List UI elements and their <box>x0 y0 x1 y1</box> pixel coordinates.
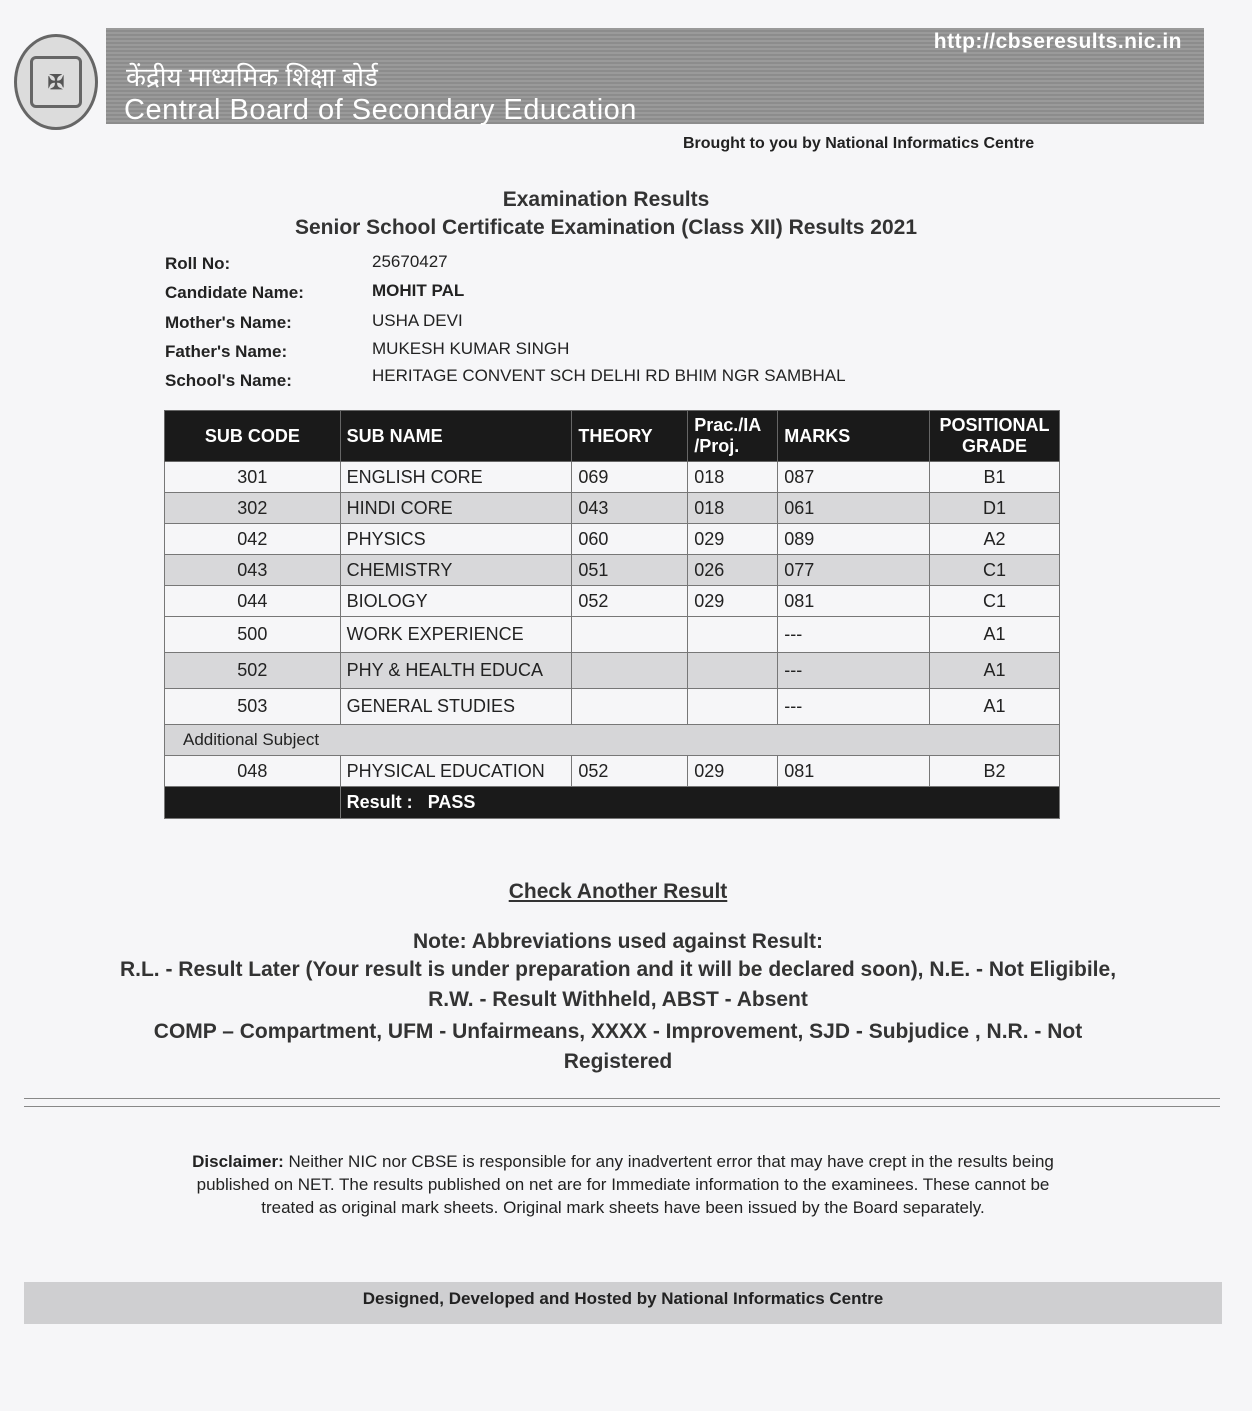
sub-name: CHEMISTRY <box>340 555 572 586</box>
sub-code: 500 <box>165 617 341 653</box>
positional-grade: B2 <box>929 756 1059 787</box>
header-sub-code: SUB CODE <box>165 411 341 462</box>
positional-grade: D1 <box>929 493 1059 524</box>
disclaimer <box>178 1150 1068 1219</box>
theory-marks: 052 <box>572 756 688 787</box>
check-another-result-link[interactable]: Check Another Result <box>508 880 728 903</box>
sub-name: HINDI CORE <box>340 493 572 524</box>
table-header-row <box>165 411 1060 462</box>
table-row <box>165 586 1060 617</box>
theory-marks: 069 <box>572 462 688 493</box>
header-marks: MARKS <box>778 411 930 462</box>
table-row <box>165 493 1060 524</box>
sub-name: ENGLISH CORE <box>340 462 572 493</box>
table-row <box>165 555 1060 586</box>
note-line-2: R.W. - Result Withheld, ABST - Absent <box>428 988 808 1011</box>
candidate-name-label: Candidate Name: <box>165 283 304 302</box>
practical-marks: 029 <box>688 756 778 787</box>
sub-code: 043 <box>165 555 341 586</box>
total-marks: 061 <box>778 493 930 524</box>
roll-label: Roll No: <box>165 254 231 273</box>
table-row <box>165 653 1060 689</box>
result-cell <box>340 787 1059 819</box>
table-row <box>165 689 1060 725</box>
father-name-value: MUKESH KUMAR SINGH <box>372 339 570 358</box>
practical-marks: 029 <box>688 586 778 617</box>
table-row <box>165 524 1060 555</box>
practical-marks <box>688 689 778 725</box>
sub-code: 503 <box>165 689 341 725</box>
header-sub-name: SUB NAME <box>340 411 572 462</box>
note-line-4: Registered <box>563 1050 673 1073</box>
sub-code: 302 <box>165 493 341 524</box>
total-marks: 089 <box>778 524 930 555</box>
header-banner <box>106 28 1204 124</box>
candidate-name-value: MOHIT PAL <box>372 281 465 300</box>
divider <box>24 1098 1220 1099</box>
sub-code: 301 <box>165 462 341 493</box>
table-row <box>165 462 1060 493</box>
sub-code: 502 <box>165 653 341 689</box>
theory-marks <box>572 653 688 689</box>
result-value: PASS <box>427 792 476 812</box>
note-title: Note: Abbreviations used against Result: <box>413 930 823 953</box>
positional-grade: A1 <box>929 653 1059 689</box>
sub-name: WORK EXPERIENCE <box>340 617 572 653</box>
footer <box>24 1282 1222 1324</box>
note-line-3: COMP – Compartment, UFM - Unfairmeans, XXXX - Improvement, SJD - Subjudice , N.R. - Not <box>153 1020 1083 1043</box>
marks-table <box>164 410 1060 819</box>
total-marks: --- <box>778 689 930 725</box>
cbse-logo <box>14 34 98 130</box>
sub-name: PHY & HEALTH EDUCA <box>340 653 572 689</box>
mother-name-label: Mother's Name: <box>165 313 292 332</box>
note-line-1: R.L. - Result Later (Your result is under preparation and it will be declared soon), N.E. - Not Eligibile, <box>119 958 1117 981</box>
theory-marks: 052 <box>572 586 688 617</box>
school-name-value: HERITAGE CONVENT SCH DELHI RD BHIM NGR SAMBHAL <box>372 366 846 385</box>
sub-name: PHYSICS <box>340 524 572 555</box>
father-name-label: Father's Name: <box>165 342 288 361</box>
roll-value: 25670427 <box>372 252 448 271</box>
total-marks: 077 <box>778 555 930 586</box>
theory-marks: 043 <box>572 493 688 524</box>
disclaimer-label: Disclaimer: <box>192 1152 284 1171</box>
disclaimer-text: Neither NIC nor CBSE is responsible for any inadvertent error that may have crept in the results being published on NET. The results published on net are for Immediate information to the examinees. These cannot be treated as original mark sheets. Original mark sheets have been issued by the Board separately. <box>196 1152 1054 1217</box>
result-row <box>165 787 1060 819</box>
mother-name-value: USHA DEVI <box>372 311 463 330</box>
positional-grade: C1 <box>929 586 1059 617</box>
brought-by-text: Brought to you by National Informatics Centre <box>683 135 1035 152</box>
divider <box>24 1106 1220 1107</box>
sub-name: PHYSICAL EDUCATION <box>340 756 572 787</box>
result-spacer <box>165 787 341 819</box>
total-marks: 081 <box>778 756 930 787</box>
practical-marks <box>688 653 778 689</box>
practical-marks: 026 <box>688 555 778 586</box>
additional-subject-row <box>165 725 1060 756</box>
positional-grade: A1 <box>929 617 1059 653</box>
board-name-english: Central Board of Secondary Education <box>124 94 637 126</box>
header-positional-grade: POSITIONAL GRADE <box>929 411 1059 462</box>
sub-code: 044 <box>165 586 341 617</box>
practical-marks <box>688 617 778 653</box>
positional-grade: C1 <box>929 555 1059 586</box>
additional-subject-label: Additional Subject <box>165 725 1060 756</box>
table-row <box>165 756 1060 787</box>
positional-grade: A2 <box>929 524 1059 555</box>
practical-marks: 018 <box>688 493 778 524</box>
practical-marks: 018 <box>688 462 778 493</box>
cbse-emblem-icon: ✠ <box>30 56 82 108</box>
total-marks: 081 <box>778 586 930 617</box>
theory-marks: 060 <box>572 524 688 555</box>
table-row <box>165 617 1060 653</box>
sub-name: BIOLOGY <box>340 586 572 617</box>
theory-marks <box>572 689 688 725</box>
exam-title: Examination Results <box>502 188 710 211</box>
positional-grade: A1 <box>929 689 1059 725</box>
header-theory: THEORY <box>572 411 688 462</box>
school-name-label: School's Name: <box>165 371 292 390</box>
result-label: Result : <box>346 792 413 812</box>
footer-text: Designed, Developed and Hosted by National Informatics Centre <box>362 1289 884 1308</box>
total-marks: --- <box>778 653 930 689</box>
theory-marks <box>572 617 688 653</box>
site-url[interactable]: http://cbseresults.nic.in <box>933 30 1182 53</box>
sub-name: GENERAL STUDIES <box>340 689 572 725</box>
exam-subtitle: Senior School Certificate Examination (Class XII) Results 2021 <box>294 216 918 239</box>
total-marks: 087 <box>778 462 930 493</box>
sub-code: 042 <box>165 524 341 555</box>
total-marks: --- <box>778 617 930 653</box>
board-name-hindi: केंद्रीय माध्यमिक शिक्षा बोर्ड <box>126 62 378 92</box>
theory-marks: 051 <box>572 555 688 586</box>
header-practical: Prac./IA /Proj. <box>688 411 778 462</box>
practical-marks: 029 <box>688 524 778 555</box>
positional-grade: B1 <box>929 462 1059 493</box>
sub-code: 048 <box>165 756 341 787</box>
